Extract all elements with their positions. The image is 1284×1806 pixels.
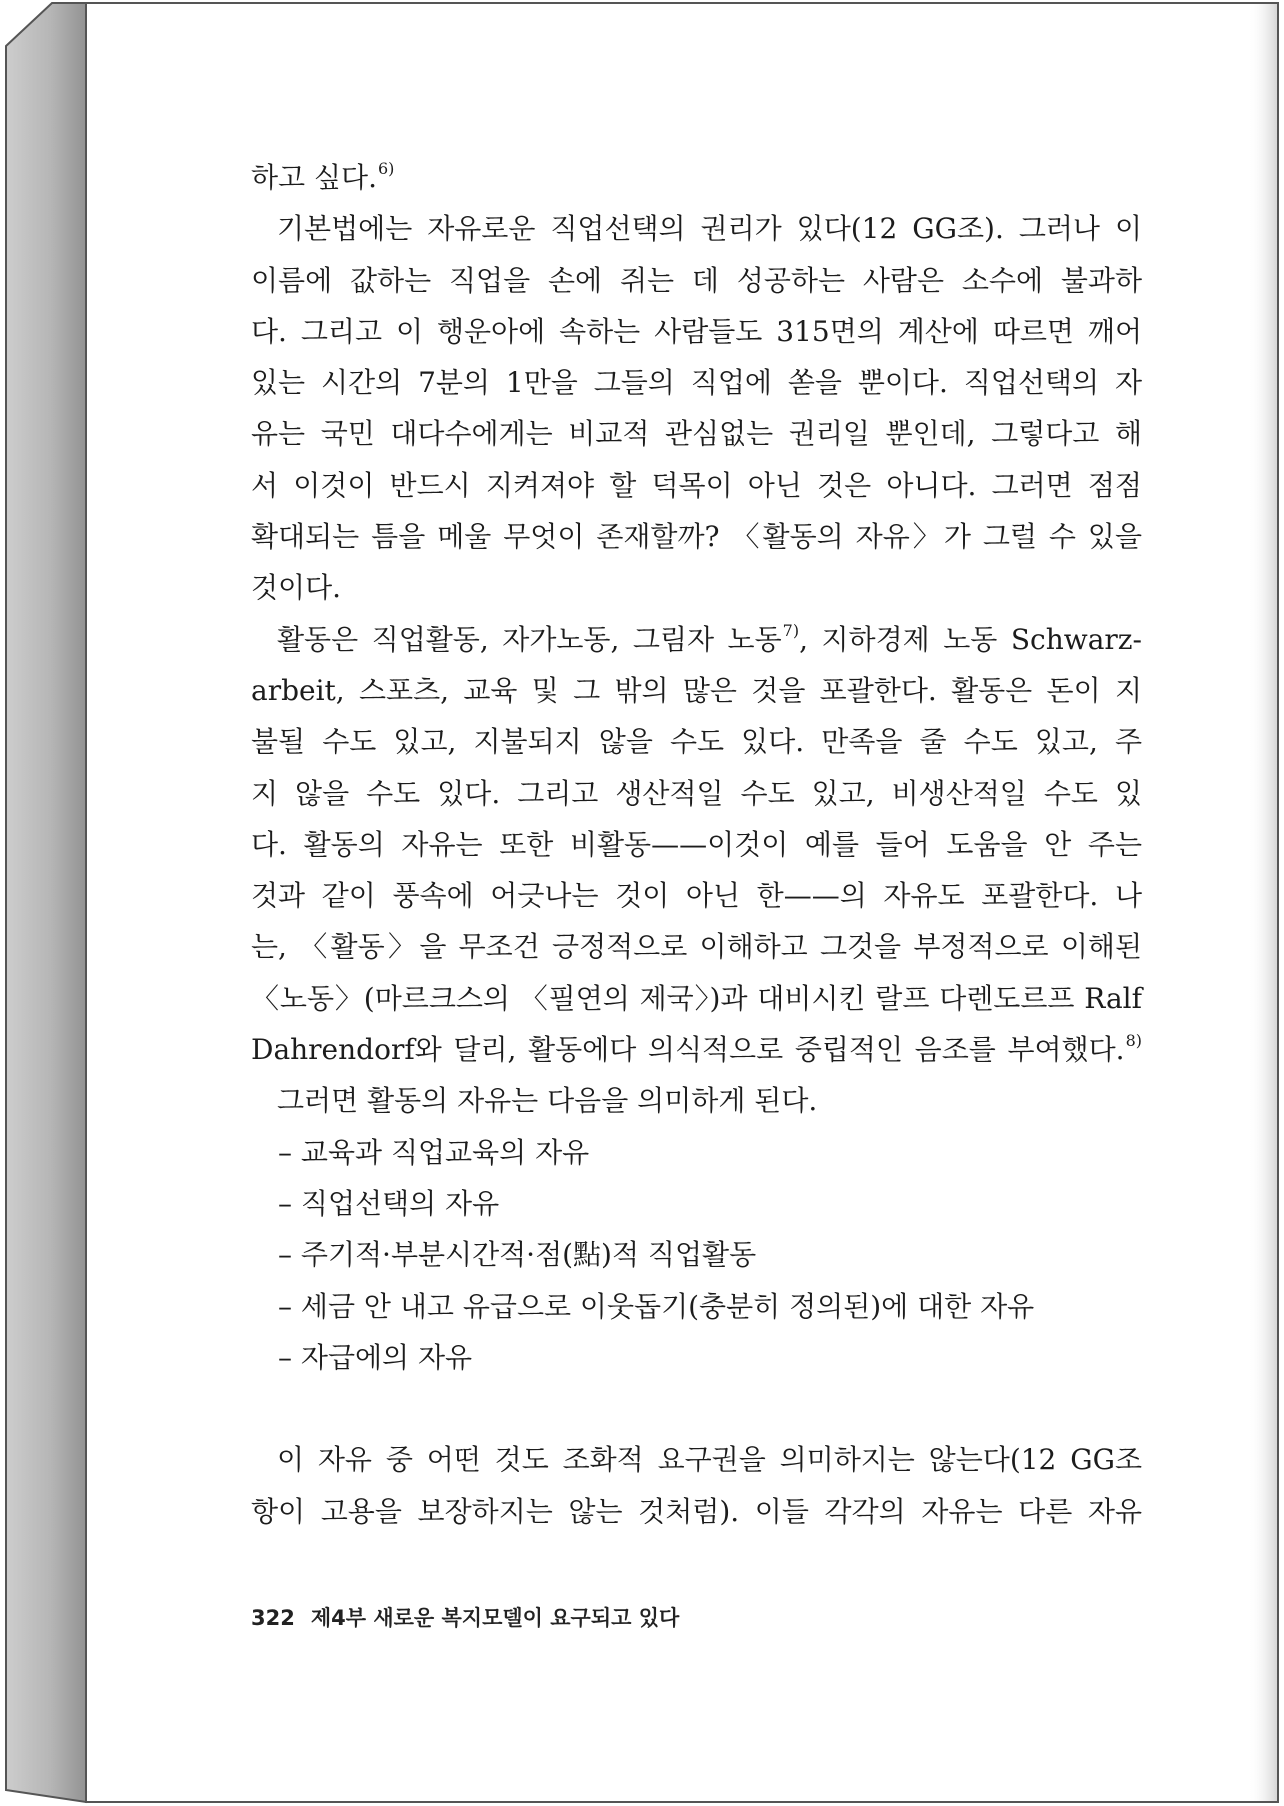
text-line: [251, 614, 1142, 665]
text-run: Dahrendorf와 달리, 활동에다 의식적으로 중립적인 음조를 부여했다.: [251, 1033, 1125, 1067]
text-line: 유는 국민 대다수에게는 비교적 관심없는 권리일 뿐인데, 그렇다고 해: [251, 417, 1142, 451]
footnote-marker: 7): [782, 620, 800, 640]
text-line: 는, 〈활동〉을 무조건 긍정적으로 이해하고 그것을 부정적으로 이해된: [251, 930, 1142, 964]
text-run: 활동은 직업활동, 자가노동, 그림자 노동: [277, 622, 782, 656]
text-line: 그러면 활동의 자유는 다음을 의미하게 된다.: [277, 1084, 818, 1118]
page-footer: [251, 1603, 679, 1633]
text-line: [251, 1024, 1142, 1075]
text-line: 지 않을 수도 있다. 그리고 생산적일 수도 있고, 비생산적일 수도 있: [251, 776, 1142, 810]
text-line: 항이 고용을 보장하지는 않는 것처럼). 이들 각각의 자유는 다른 자유: [251, 1494, 1142, 1528]
text-line: 불될 수도 있고, 지불되지 않을 수도 있다. 만족을 줄 수도 있고, 주: [251, 725, 1142, 759]
text-line: 이 자유 중 어떤 것도 조화적 요구권을 의미하지는 않는다(12 GG조: [277, 1443, 1142, 1477]
text-line: [251, 152, 1142, 203]
text-line: 것과 같이 풍속에 어긋나는 것이 아닌 한——의 자유도 포괄한다. 나: [251, 879, 1142, 913]
text-run: , 지하경제 노동 Schwarz-: [799, 622, 1142, 656]
paragraph-spacer: [251, 1383, 1142, 1434]
running-footer: 제4부 새로운 복지모델이 요구되고 있다: [310, 1606, 680, 1630]
text-line: 〈노동〉(마르크스의 〈필연의 제국〉)과 대비시킨 랄프 다렌도르프 Ralf: [251, 981, 1142, 1015]
text-run: 하고 싶다.: [251, 161, 377, 194]
footnote-marker: 8): [1125, 1031, 1142, 1051]
list-item: – 세금 안 내고 유급으로 이웃돕기(충분히 정의된)에 대한 자유: [278, 1289, 1035, 1323]
page-stack-edge: [6, 3, 86, 1802]
page-number: 322: [251, 1606, 295, 1630]
list-item: – 직업선택의 자유: [278, 1186, 500, 1220]
text-line: 이름에 값하는 직업을 손에 쥐는 데 성공하는 사람은 소수에 불과하: [251, 263, 1142, 297]
text-line: arbeit, 스포츠, 교육 및 그 밖의 많은 것을 포괄한다. 활동은 돈이 지: [251, 673, 1142, 707]
text-line: 다. 활동의 자유는 또한 비활동——이것이 예를 들어 도움을 안 주는: [251, 827, 1142, 861]
text-line: 확대되는 틈을 메울 무엇이 존재할까? 〈활동의 자유〉가 그럴 수 있을: [251, 520, 1142, 554]
text-line: 다. 그리고 이 행운아에 속하는 사람들도 315면의 계산에 따르면 깨어: [251, 314, 1142, 348]
page-edge-shadow: [1248, 4, 1277, 1801]
text-column: [251, 152, 1142, 1537]
list-item: – 주기적·부분시간적·점(點)적 직업활동: [278, 1238, 757, 1272]
list-item: – 교육과 직업교육의 자유: [278, 1135, 590, 1169]
text-line: 것이다.: [251, 571, 342, 605]
text-line: 있는 시간의 7분의 1만을 그들의 직업에 쏟을 뿐이다. 직업선택의 자: [251, 366, 1142, 400]
footnote-marker: 6): [378, 159, 395, 178]
text-line: 기본법에는 자유로운 직업선택의 권리가 있다(12 GG조). 그러나 이: [277, 212, 1142, 246]
list-item: – 자급에의 자유: [278, 1340, 473, 1374]
text-line: 서 이것이 반드시 지켜져야 할 덕목이 아닌 것은 아니다. 그러면 점점: [251, 468, 1142, 502]
